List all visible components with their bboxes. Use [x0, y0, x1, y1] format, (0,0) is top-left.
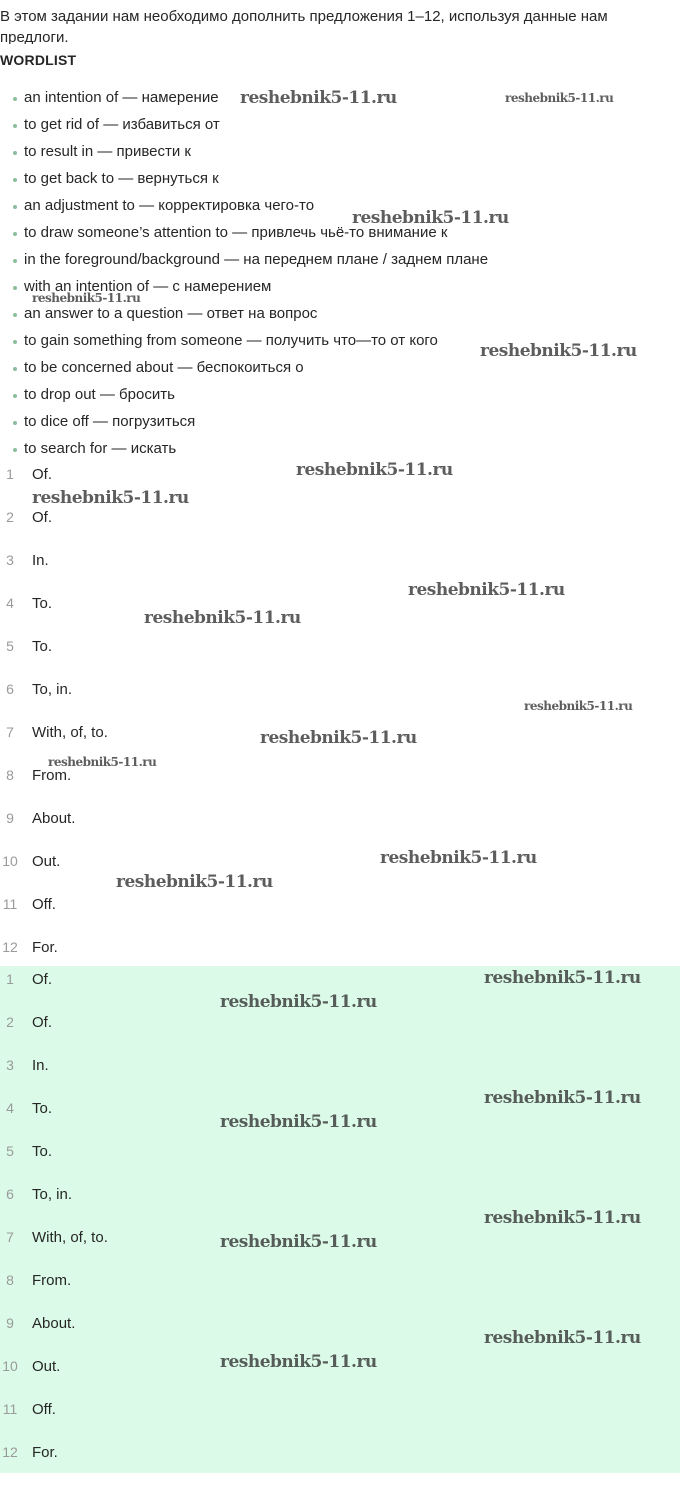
- answer-number: 4: [6, 595, 14, 611]
- answer-number: 4: [6, 1100, 14, 1116]
- watermark: reshebnik5-11.ru: [48, 755, 157, 769]
- wordlist-item: to search for — искать: [0, 437, 488, 464]
- answer-number: 9: [6, 810, 14, 826]
- answer-number: 12: [2, 939, 18, 955]
- wordlist-item: to drop out — бросить: [0, 383, 488, 410]
- bullet-icon: [13, 367, 17, 371]
- answer-number: 7: [6, 724, 14, 740]
- answer-text: About.: [32, 1315, 76, 1332]
- answer-item: [0, 590, 680, 633]
- bullet-icon: [13, 421, 17, 425]
- answer-number: 11: [2, 1401, 18, 1417]
- answer-text: To.: [32, 638, 53, 655]
- answer-text: Out.: [32, 1358, 61, 1375]
- answer-item: [0, 1138, 680, 1181]
- answer-item: [0, 1267, 680, 1310]
- bullet-icon: [13, 205, 17, 209]
- answer-text: About.: [32, 810, 76, 827]
- watermark: reshebnik5-11.ru: [260, 728, 417, 748]
- answer-number: 5: [6, 638, 14, 654]
- watermark: reshebnik5-11.ru: [480, 341, 637, 361]
- answer-item: [0, 633, 680, 676]
- answer-text: To, in.: [32, 681, 73, 698]
- answer-list: [0, 461, 680, 977]
- bullet-icon: [13, 259, 17, 263]
- wordlist-item: to dice off — погрузиться: [0, 410, 488, 437]
- wordlist-item: an intention of — намерение: [0, 86, 488, 113]
- answer-item: [0, 805, 680, 848]
- answer-number: 2: [6, 1014, 14, 1030]
- watermark: reshebnik5-11.ru: [220, 1232, 377, 1252]
- answer-text: To, in.: [32, 1186, 73, 1203]
- answer-number: 3: [6, 1057, 14, 1073]
- answer-number: 12: [2, 1444, 18, 1460]
- watermark: reshebnik5-11.ru: [116, 872, 273, 892]
- answer-item: [0, 1396, 680, 1439]
- watermark: reshebnik5-11.ru: [220, 1112, 377, 1132]
- answer-number: 7: [6, 1229, 14, 1245]
- answer-text: Of.: [32, 509, 53, 526]
- watermark: reshebnik5-11.ru: [484, 1088, 641, 1108]
- answer-text: To.: [32, 1100, 53, 1117]
- wordlist-item: an answer to a question — ответ на вопрос: [0, 302, 488, 329]
- bullet-icon: [13, 340, 17, 344]
- watermark: reshebnik5-11.ru: [296, 460, 453, 480]
- bullet-icon: [13, 394, 17, 398]
- watermark: reshebnik5-11.ru: [32, 488, 189, 508]
- answer-text: Off.: [32, 1401, 56, 1418]
- answer-number: 8: [6, 1272, 14, 1288]
- answer-item: [0, 891, 680, 934]
- answer-text: Off.: [32, 896, 56, 913]
- watermark: reshebnik5-11.ru: [240, 88, 397, 108]
- watermark: reshebnik5-11.ru: [352, 208, 509, 228]
- watermark: reshebnik5-11.ru: [380, 848, 537, 868]
- watermark: reshebnik5-11.ru: [220, 1352, 377, 1372]
- answer-number: 6: [6, 1186, 14, 1202]
- wordlist-item: to draw someone’s attention to — привлечь чьё-то внимание к: [0, 221, 488, 248]
- watermark: reshebnik5-11.ru: [32, 291, 141, 305]
- wordlist-item: an adjustment to — корректировка чего-то: [0, 194, 488, 221]
- answer-text: For.: [32, 939, 58, 956]
- intro-text: В этом задании нам необходимо дополнить предложения 1–12, используя данные нам предлоги.: [0, 8, 608, 44]
- answer-number: 2: [6, 509, 14, 525]
- answer-text: Of.: [32, 466, 53, 483]
- answer-number: 1: [6, 971, 14, 987]
- answer-text: To.: [32, 1143, 53, 1160]
- answer-number: 10: [2, 1358, 18, 1374]
- answer-text: Of.: [32, 971, 53, 988]
- bullet-icon: [13, 232, 17, 236]
- watermark: reshebnik5-11.ru: [484, 968, 641, 988]
- watermark: reshebnik5-11.ru: [505, 91, 614, 105]
- answer-number: 9: [6, 1315, 14, 1331]
- answer-number: 1: [6, 466, 14, 482]
- answer-item: [0, 504, 680, 547]
- bullet-icon: [13, 178, 17, 182]
- wordlist-item: to get back to — вернуться к: [0, 167, 488, 194]
- bullet-icon: [13, 286, 17, 290]
- watermark: reshebnik5-11.ru: [484, 1208, 641, 1228]
- wordlist-item: to result in — привести к: [0, 140, 488, 167]
- watermark: reshebnik5-11.ru: [220, 992, 377, 1012]
- answer-text: With, of, to.: [32, 1229, 108, 1246]
- answer-text: Out.: [32, 853, 61, 870]
- answer-number: 6: [6, 681, 14, 697]
- answer-text: Of.: [32, 1014, 53, 1031]
- answer-item: [0, 1439, 680, 1482]
- wordlist-title: WORDLIST: [0, 52, 77, 68]
- watermark: reshebnik5-11.ru: [408, 580, 565, 600]
- bullet-icon: [13, 124, 17, 128]
- watermark: reshebnik5-11.ru: [524, 699, 633, 713]
- answer-text: From.: [32, 767, 72, 784]
- answer-text: With, of, to.: [32, 724, 108, 741]
- answer-text: From.: [32, 1272, 72, 1289]
- wordlist-item: to gain something from someone — получить что—то от кого: [0, 329, 488, 356]
- answer-item: [0, 547, 680, 590]
- wordlist: [0, 86, 488, 464]
- answer-number: 3: [6, 552, 14, 568]
- answer-text: In.: [32, 1057, 49, 1074]
- answer-number: 5: [6, 1143, 14, 1159]
- wordlist-item: with an intention of — с намерением: [0, 275, 488, 302]
- answer-text: In.: [32, 552, 49, 569]
- bullet-icon: [13, 448, 17, 452]
- answer-number: 11: [2, 896, 18, 912]
- watermark: reshebnik5-11.ru: [484, 1328, 641, 1348]
- wordlist-item: to be concerned about — беспокоиться о: [0, 356, 488, 383]
- answer-text: For.: [32, 1444, 58, 1461]
- bullet-icon: [13, 313, 17, 317]
- wordlist-item: to get rid of — избавиться от: [0, 113, 488, 140]
- answer-text: To.: [32, 595, 53, 612]
- answer-item: [0, 848, 680, 891]
- wordlist-item: in the foreground/background — на переднем плане / заднем плане: [0, 248, 488, 275]
- bullet-icon: [13, 151, 17, 155]
- watermark: reshebnik5-11.ru: [144, 608, 301, 628]
- bullet-icon: [13, 97, 17, 101]
- answer-item: [0, 1009, 680, 1052]
- answer-number: 10: [2, 853, 18, 869]
- answer-number: 8: [6, 767, 14, 783]
